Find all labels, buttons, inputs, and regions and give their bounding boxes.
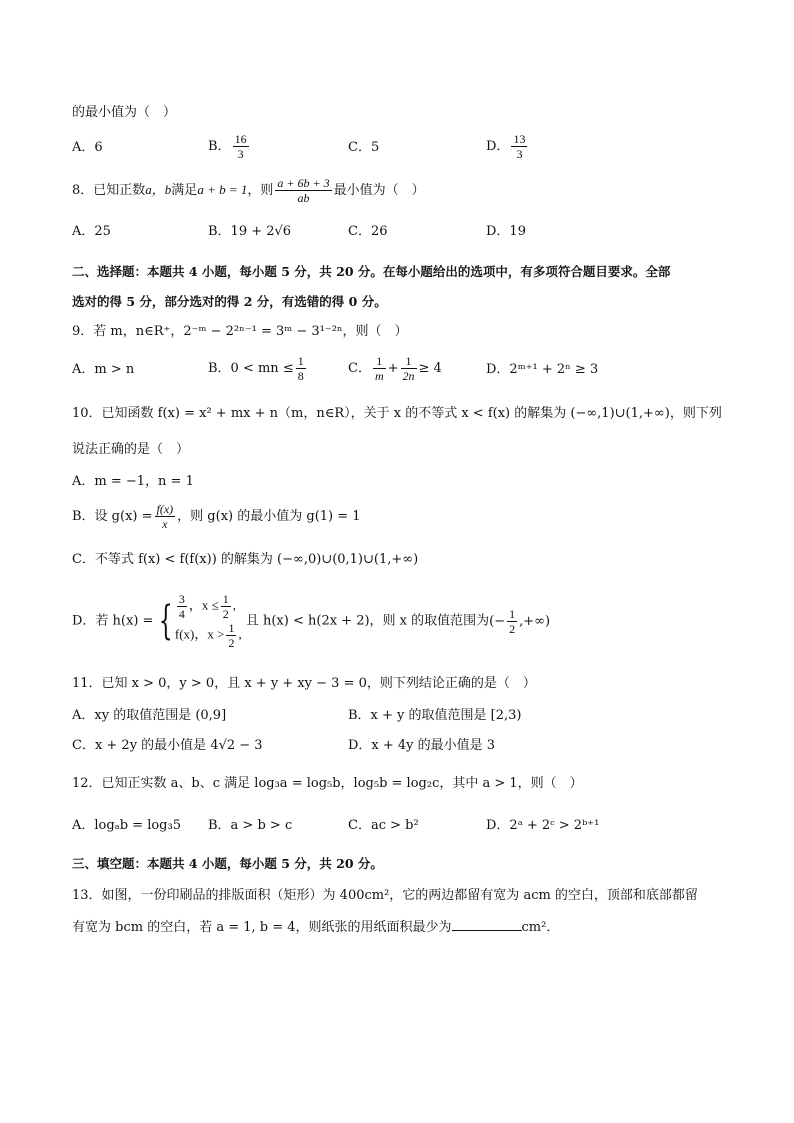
q11-stem: 11．已知 x > 0，y > 0，且 x + y + xy − 3 = 0，则下列结论正确的是（ ） bbox=[72, 676, 536, 691]
answer-blank[interactable] bbox=[452, 918, 522, 931]
q10-stem-line2: 说法正确的是（ ） bbox=[72, 442, 190, 457]
q7-option-d[interactable]: D． $\frac{13}{3}$ bbox=[486, 132, 526, 161]
q10-option-c[interactable]: C．不等式 f(x) < f(f(x)) 的解集为 (−∞,0)∪(0,1)∪(1,+∞) bbox=[72, 552, 419, 567]
section-2-heading-line2: 选对的得 5 分，部分选对的得 2 分，有选错的得 0 分。 bbox=[72, 294, 387, 309]
q12-option-a[interactable]: A．logₐb = log₃5 bbox=[72, 818, 181, 833]
q10-d-interval: (− $\frac{1}{2}$ ,+∞) bbox=[489, 606, 551, 636]
q10-stem-line1: 10．已知函数 f(x) = x² + mx + n（m，n∈R），关于 x 的不等式 x < f(x) 的解集为 (−∞,1)∪(1,+∞)，则下列 bbox=[72, 406, 722, 421]
q9-option-d[interactable]: D．2ᵐ⁺¹ + 2ⁿ ≥ 3 bbox=[486, 362, 599, 377]
left-brace-icon: { bbox=[159, 598, 174, 644]
q9-option-b[interactable]: B．0 < mn ≤ $\frac{1}{8}$ bbox=[208, 354, 304, 383]
q13-stem-line2: 有宽为 bcm 的空白，若 a = 1, b = 4，则纸张的用纸面积最少为 cm²． bbox=[72, 920, 560, 935]
q9-option-c[interactable]: C． $\frac{1}{m}$ + $\frac{1}{2n}$ ≥ 4 bbox=[348, 354, 442, 383]
section-3-heading: 三、填空题：本题共 4 小题，每小题 5 分，共 20 分。 bbox=[72, 856, 383, 871]
piecewise-definition: $\frac{3}{4}$ ，x ≤ $\frac{1}{2}$ , f(x)，x > $\frac{1}{2}$ , bbox=[174, 592, 242, 650]
q11-option-b[interactable]: B．x + y 的取值范围是 [2,3) bbox=[348, 708, 522, 723]
q8-option-d[interactable]: D．19 bbox=[486, 224, 526, 239]
q10-option-a[interactable]: A．m = −1，n = 1 bbox=[72, 474, 194, 489]
q9-c-fraction-1: $\frac{1}{m}$ bbox=[374, 354, 384, 383]
q11-option-d[interactable]: D．x + 4y 的最小值是 3 bbox=[348, 738, 496, 753]
q12-option-c[interactable]: C．ac > b² bbox=[348, 818, 419, 833]
q8-option-c[interactable]: C．26 bbox=[348, 224, 388, 239]
q12-stem: 12．已知正实数 a、b、c 满足 log₃a = log₅b，log₅b = log₂c，其中 a > 1，则（ ） bbox=[72, 776, 583, 791]
q7-stem-tail: 的最小值为（ ） bbox=[72, 105, 177, 120]
q12-option-d[interactable]: D．2ᵃ + 2ᶜ > 2ᵇ⁺¹ bbox=[486, 818, 600, 833]
q9-c-fraction-2: $\frac{1}{2n}$ bbox=[402, 354, 415, 383]
section-2-heading-line1: 二、选择题：本题共 4 小题，每小题 5 分，共 20 分。在每小题给出的选项中，有多项符合题目要求。全部 bbox=[72, 264, 671, 279]
q7-d-fraction: $\frac{13}{3}$ bbox=[513, 132, 526, 161]
q7-option-b[interactable]: B． $\frac{16}{3}$ bbox=[208, 132, 247, 161]
q7-option-c[interactable]: C．5 bbox=[348, 140, 380, 155]
q9-stem: 9．若 m，n∈R⁺，2⁻ᵐ − 2²ⁿ⁻¹ = 3ᵐ − 3¹⁻²ⁿ，则（ ） bbox=[72, 324, 408, 339]
q8-stem: 8．已知正数a，b满足a + b = 1，则 $\frac{a + 6b + 3}{ab}$ 最小值为（ ） bbox=[72, 176, 425, 205]
q9-b-fraction: $\frac{1}{8}$ bbox=[297, 354, 304, 383]
q12-option-b[interactable]: B．a > b > c bbox=[208, 818, 293, 833]
q10-option-b[interactable]: B．设 g(x) = $\frac{f(x)}{x}$ ，则 g(x) 的最小值为 g(1) = 1 bbox=[72, 502, 361, 531]
q7-option-a[interactable]: A．6 bbox=[72, 140, 103, 155]
q11-option-c[interactable]: C．x + 2y 的最小值是 4√2 − 3 bbox=[72, 738, 263, 753]
q10-option-d[interactable]: D．若 h(x) = { $\frac{3}{4}$ ，x ≤ $\frac{1}{2}$ , f(x)，x > $\frac{1}{2}$ , 且 h(x) < h(2x + 2)，则 x 的取值范围为(− $\frac{1}{2}$ ,+∞) bbox=[72, 592, 551, 650]
q8-option-b[interactable]: B．19 + 2√6 bbox=[208, 224, 292, 239]
q8-option-a[interactable]: A．25 bbox=[72, 224, 111, 239]
q7-b-fraction: $\frac{16}{3}$ bbox=[234, 132, 247, 161]
q10-b-fraction: $\frac{f(x)}{x}$ bbox=[156, 502, 174, 531]
q8-fraction: $\frac{a + 6b + 3}{ab}$ bbox=[277, 176, 330, 205]
q9-option-a[interactable]: A．m > n bbox=[72, 362, 135, 377]
q11-option-a[interactable]: A．xy 的取值范围是 (0,9] bbox=[72, 708, 227, 723]
q13-stem-line1: 13．如图，一份印刷品的排版面积（矩形）为 400cm²，它的两边都留有宽为 acm 的空白，顶部和底部都留 bbox=[72, 888, 698, 903]
